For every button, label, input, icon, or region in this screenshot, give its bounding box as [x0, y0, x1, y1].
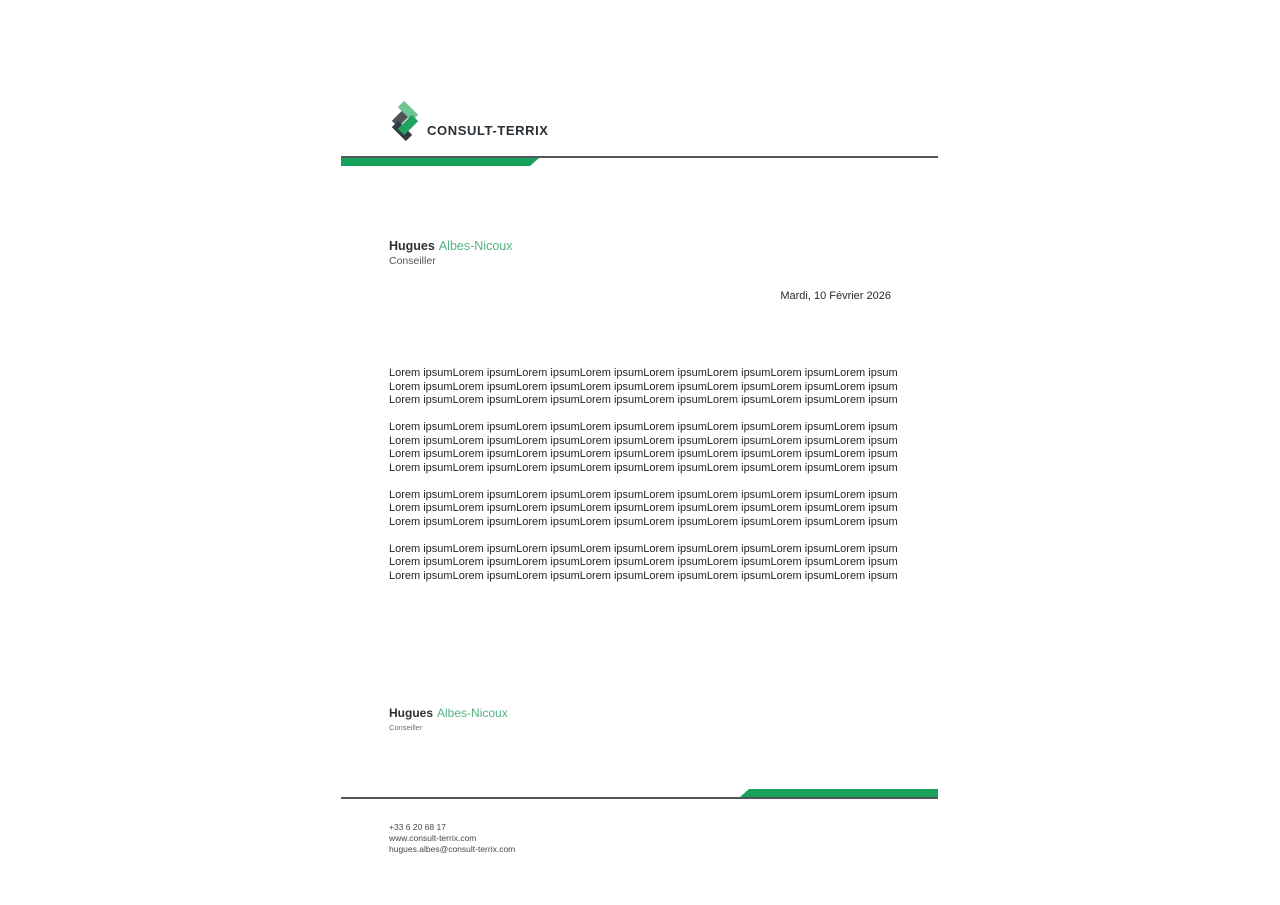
letter-date: Mardi, 10 Février 2026: [780, 290, 891, 302]
body-line: Lorem ipsumLorem ipsumLorem ipsumLorem ipsumLorem ipsumLorem ipsumLorem ipsumLorem ipsum: [389, 542, 898, 555]
paragraph: [389, 488, 898, 530]
sender-name: [389, 239, 512, 253]
signature-last-name: Albes-Nicoux: [437, 706, 508, 720]
footer-website: www.consult-terrix.com: [389, 833, 477, 843]
footer-email: hugues.albes@consult-terrix.com: [389, 844, 516, 854]
body-line: Lorem ipsumLorem ipsumLorem ipsumLorem ipsumLorem ipsumLorem ipsumLorem ipsumLorem ipsum: [389, 556, 898, 568]
sender-last-name: Albes-Nicoux: [438, 239, 513, 253]
body-line: Lorem ipsumLorem ipsumLorem ipsumLorem ipsumLorem ipsumLorem ipsumLorem ipsumLorem ipsum: [389, 515, 898, 528]
letter-body: [389, 367, 898, 597]
company-name: CONSULT-TERRIX: [427, 123, 549, 138]
sender-first-name: Hugues: [389, 239, 435, 253]
paragraph: [389, 542, 898, 584]
body-line: Lorem ipsumLorem ipsumLorem ipsumLorem ipsumLorem ipsumLorem ipsumLorem ipsumLorem ipsum: [389, 502, 898, 514]
body-line: Lorem ipsumLorem ipsumLorem ipsumLorem ipsumLorem ipsumLorem ipsumLorem ipsumLorem ipsum: [389, 394, 898, 406]
body-line: Lorem ipsumLorem ipsumLorem ipsumLorem ipsumLorem ipsumLorem ipsumLorem ipsumLorem ipsum: [389, 448, 898, 460]
footer-divider-line: [341, 797, 938, 799]
footer-accent-bar: [740, 789, 938, 797]
footer-contacts: [389, 822, 515, 855]
body-line: Lorem ipsumLorem ipsumLorem ipsumLorem ipsumLorem ipsumLorem ipsumLorem ipsumLorem ipsum: [389, 380, 898, 393]
company-logo-icon: [388, 99, 422, 143]
signature-block: [389, 706, 508, 732]
header-divider-line: [341, 156, 938, 158]
body-line: Lorem ipsumLorem ipsumLorem ipsumLorem ipsumLorem ipsumLorem ipsumLorem ipsumLorem ipsum: [389, 569, 898, 582]
body-line: Lorem ipsumLorem ipsumLorem ipsumLorem ipsumLorem ipsumLorem ipsumLorem ipsumLorem ipsum: [389, 488, 898, 501]
signature-first-name: Hugues: [389, 706, 434, 720]
sender-block: [389, 239, 512, 267]
signature-name: [389, 706, 508, 720]
footer-phone: +33 6 20 68 17: [389, 822, 446, 832]
paragraph: [389, 367, 898, 408]
paragraph: [389, 421, 898, 475]
body-line: Lorem ipsumLorem ipsumLorem ipsumLorem ipsumLorem ipsumLorem ipsumLorem ipsumLorem ipsum: [389, 421, 898, 433]
body-line: Lorem ipsumLorem ipsumLorem ipsumLorem ipsumLorem ipsumLorem ipsumLorem ipsumLorem ipsum: [389, 434, 898, 447]
body-line: Lorem ipsumLorem ipsumLorem ipsumLorem ipsumLorem ipsumLorem ipsumLorem ipsumLorem ipsum: [389, 367, 898, 379]
signature-role: Conseiller: [389, 723, 423, 732]
sender-role: Conseiller: [389, 255, 436, 267]
body-line: Lorem ipsumLorem ipsumLorem ipsumLorem ipsumLorem ipsumLorem ipsumLorem ipsumLorem ipsum: [389, 461, 898, 474]
header-accent-bar: [341, 158, 539, 166]
